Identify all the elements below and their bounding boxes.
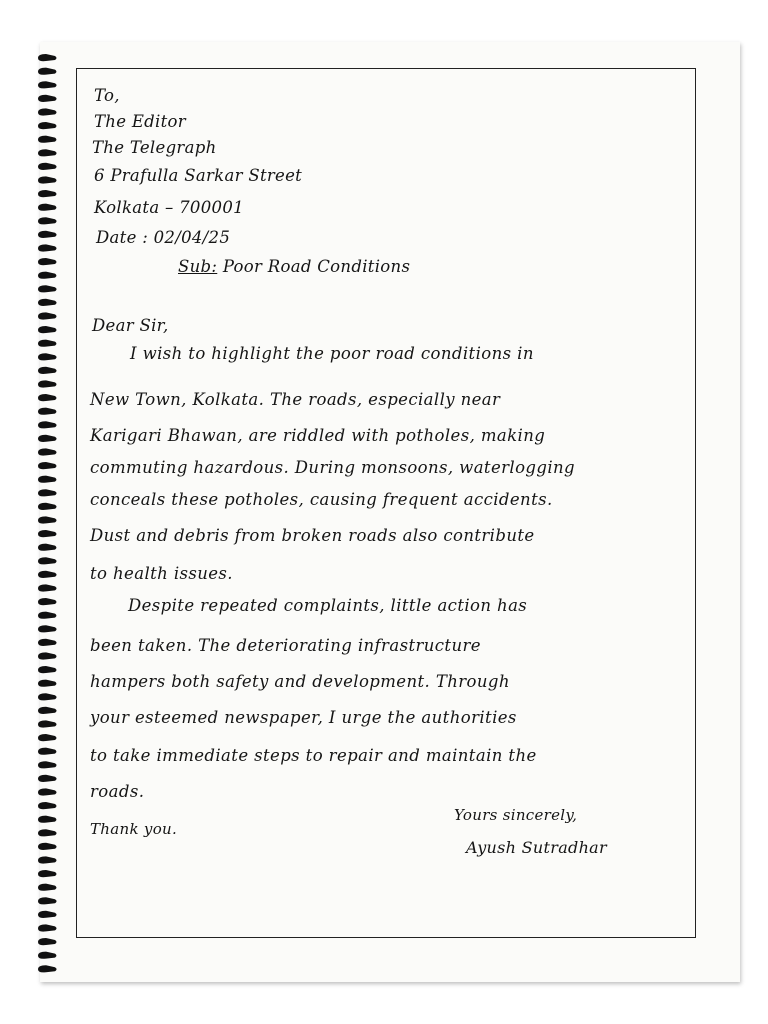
spiral-ring [38, 720, 57, 727]
spiral-ring [38, 435, 57, 442]
paragraph-line: to take immediate steps to repair and maintain the [90, 746, 537, 765]
spiral-ring [38, 176, 57, 183]
spiral-ring [38, 421, 57, 428]
subject-label: Sub: [178, 257, 218, 276]
address-to: To, [94, 86, 120, 105]
paragraph-line: commuting hazardous. During monsoons, waterlogging [90, 458, 576, 477]
signature-name: Ayush Sutradhar [466, 838, 607, 857]
spiral-ring [38, 340, 57, 347]
spiral-ring [38, 666, 57, 673]
spiral-ring [38, 829, 57, 836]
spiral-ring [38, 299, 57, 306]
paragraph-line: I wish to highlight the poor road conditions in [130, 344, 534, 363]
spiral-ring [38, 652, 57, 659]
spiral-ring [38, 231, 57, 238]
spiral-ring [38, 639, 57, 646]
spiral-ring [38, 557, 57, 564]
spiral-ring [38, 108, 57, 115]
spiral-ring [38, 856, 57, 863]
spiral-binding [34, 50, 60, 980]
spiral-ring [38, 285, 57, 292]
address-line-newspaper: The Telegraph [92, 138, 217, 157]
spiral-ring [38, 693, 57, 700]
spiral-ring [38, 938, 57, 945]
paragraph-line: your esteemed newspaper, I urge the authorities [90, 708, 517, 727]
paragraph-line: to health issues. [90, 564, 233, 583]
spiral-ring [38, 924, 57, 931]
spiral-ring [38, 734, 57, 741]
spiral-ring [38, 448, 57, 455]
spiral-ring [38, 571, 57, 578]
spiral-ring [38, 68, 57, 75]
spiral-ring [38, 163, 57, 170]
spiral-ring [38, 897, 57, 904]
spiral-ring [38, 748, 57, 755]
spiral-ring [38, 775, 57, 782]
spiral-ring [38, 54, 57, 61]
paragraph-line: Despite repeated complaints, little action has [128, 596, 528, 615]
spiral-ring [38, 598, 57, 605]
spiral-ring [38, 612, 57, 619]
paragraph-line: New Town, Kolkata. The roads, especially near [90, 390, 501, 409]
spiral-ring [38, 394, 57, 401]
spiral-ring [38, 272, 57, 279]
spiral-ring [38, 503, 57, 510]
spiral-ring [38, 952, 57, 959]
spiral-ring [38, 122, 57, 129]
spiral-ring [38, 367, 57, 374]
spiral-ring [38, 870, 57, 877]
spiral-ring [38, 380, 57, 387]
spiral-ring [38, 136, 57, 143]
spiral-ring [38, 217, 57, 224]
spiral-ring [38, 761, 57, 768]
spiral-ring [38, 530, 57, 537]
paragraph-line: hampers both safety and development. Through [90, 672, 510, 691]
spiral-ring [38, 788, 57, 795]
spiral-ring [38, 353, 57, 360]
paragraph-line: been taken. The deteriorating infrastructure [90, 636, 481, 655]
subject-text: Poor Road Conditions [222, 257, 411, 276]
spiral-ring [38, 843, 57, 850]
spiral-ring [38, 476, 57, 483]
spiral-ring [38, 258, 57, 265]
paragraph-line: roads. [90, 782, 145, 801]
letter-date: Date : 02/04/25 [96, 228, 231, 247]
spiral-ring [38, 95, 57, 102]
spiral-ring [38, 802, 57, 809]
closing: Yours sincerely, [454, 806, 578, 824]
paragraph-line: conceals these potholes, causing frequent accidents. [90, 490, 553, 509]
spiral-ring [38, 884, 57, 891]
spiral-ring [38, 326, 57, 333]
address-line-city: Kolkata – 700001 [94, 198, 244, 217]
paragraph-line: Dust and debris from broken roads also contribute [90, 526, 535, 545]
paragraph-line: Karigari Bhawan, are riddled with potholes, making [90, 426, 546, 445]
spiral-ring [38, 584, 57, 591]
spiral-ring [38, 516, 57, 523]
spiral-ring [38, 707, 57, 714]
spiral-ring [38, 680, 57, 687]
salutation: Dear Sir, [92, 316, 169, 335]
spiral-ring [38, 204, 57, 211]
spiral-ring [38, 244, 57, 251]
spiral-ring [38, 965, 57, 972]
spiral-ring [38, 489, 57, 496]
spiral-ring [38, 190, 57, 197]
spiral-ring [38, 816, 57, 823]
spiral-ring [38, 544, 57, 551]
address-line-street: 6 Prafulla Sarkar Street [94, 166, 303, 185]
spiral-ring [38, 149, 57, 156]
spiral-ring [38, 81, 57, 88]
spiral-ring [38, 312, 57, 319]
spiral-ring [38, 625, 57, 632]
spiral-ring [38, 408, 57, 415]
spiral-ring [38, 462, 57, 469]
subject-line [178, 257, 410, 276]
spiral-ring [38, 911, 57, 918]
thank-you: Thank you. [90, 820, 178, 838]
address-line-editor: The Editor [94, 112, 186, 131]
